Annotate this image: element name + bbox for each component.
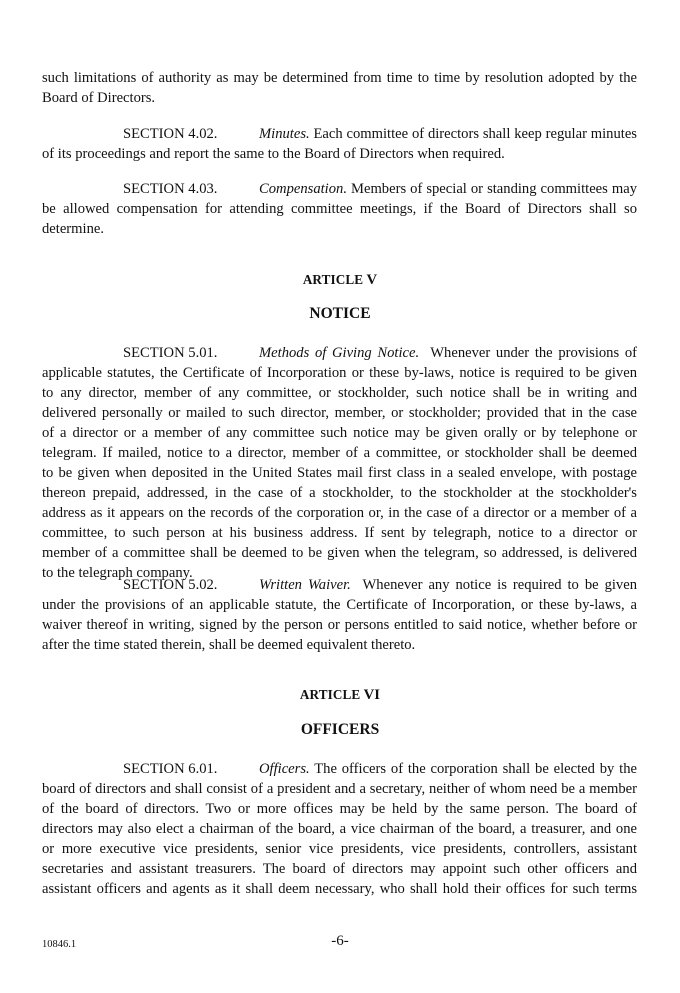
text-line: of its proceedings and report the same to the Board of Directors when required. bbox=[42, 146, 505, 162]
article-label: ARTICLE bbox=[299, 687, 361, 702]
section-text: Each committee of directors shall keep regular minutes bbox=[313, 126, 637, 142]
section-title: Officers. bbox=[259, 761, 310, 777]
text-line: such limitations of authority as may be determined from time to time by resolution adopted by the bbox=[42, 70, 637, 86]
text-line: address as it appears on the records of the corporation or, in the case of a director or a member of a bbox=[42, 505, 637, 521]
text-line: to the telegraph company. bbox=[42, 565, 193, 581]
text-line: applicable statutes, the Certificate of Incorporation or these by-laws, notice is required to be given bbox=[42, 365, 637, 381]
text-line: member of a committee shall be deemed to be given when the telegram, so addressed, is delivered bbox=[42, 545, 637, 561]
section-first-line bbox=[42, 179, 637, 199]
text-line: determine. bbox=[42, 221, 104, 237]
section-title: Compensation. bbox=[259, 181, 347, 197]
section-number: SECTION 6.01. bbox=[123, 761, 218, 777]
section-first-line bbox=[42, 343, 637, 363]
section-first-line bbox=[42, 124, 637, 144]
section-text: Members of special or standing committees may bbox=[351, 181, 637, 197]
text-line: Board of Directors. bbox=[42, 90, 156, 106]
document-id: 10846.1 bbox=[42, 939, 77, 950]
section-title: Methods of Giving Notice. bbox=[259, 345, 420, 361]
section-first-line bbox=[42, 575, 637, 595]
text-line: waiver thereof in writing, signed by the person or persons entitled to said notice, whether before or bbox=[42, 617, 637, 633]
section-text: The officers of the corporation shall be elected by the bbox=[314, 761, 638, 777]
section-number: SECTION 4.03. bbox=[123, 181, 218, 197]
text-line: or more executive vice presidents, senior vice presidents, vice presidents, controllers, assistant bbox=[42, 841, 637, 857]
text-line: delivered personally or mailed to such director, member, or stockholder; provided that in the case bbox=[42, 405, 637, 421]
section-text: Whenever any notice is required to be given bbox=[362, 577, 637, 593]
article-label: ARTICLE bbox=[302, 272, 364, 287]
section-number: SECTION 5.02. bbox=[123, 577, 218, 593]
text-line: of the board of directors. Two or more offices may be held by the same person. The board of bbox=[42, 801, 637, 817]
text-line: of a director or a member of any committee such notice may be given orally or by telephone or bbox=[42, 425, 637, 441]
text-line: be allowed compensation for attending committee meetings, if the Board of Directors shall so bbox=[42, 201, 637, 217]
text-line: committee, to such person at his business address. If sent by telegraph, notice to a director or bbox=[42, 525, 637, 541]
page-number: -6- bbox=[331, 933, 349, 949]
text-line: secretaries and assistant treasurers. The board of directors may appoint such other officers and bbox=[42, 861, 637, 877]
text-line: telegram. If mailed, notice to a director, member of a committee, or stockholder shall be deemed bbox=[42, 445, 637, 461]
article-vi-title: OFFICERS bbox=[300, 721, 380, 738]
text-line: to any director, member of any committee, or stockholder, such notice shall be in writing and bbox=[42, 385, 637, 401]
article-number: VI bbox=[363, 687, 381, 703]
section-text: Whenever under the provisions of bbox=[430, 345, 637, 361]
text-line: after the time stated therein, shall be deemed equivalent thereto. bbox=[42, 637, 416, 653]
text-line: under the provisions of an applicable statute, the Certificate of Incorporation, or these by-laws, a bbox=[42, 597, 637, 613]
section-title: Minutes. bbox=[259, 126, 310, 142]
section-number: SECTION 5.01. bbox=[123, 345, 218, 361]
article-vi-label bbox=[0, 687, 680, 704]
article-v-title: NOTICE bbox=[309, 305, 371, 322]
text-line: thereon prepaid, addressed, in the case of a stockholder, to the stockholder at the stockholder's bbox=[42, 485, 637, 501]
text-line: directors may also elect a chairman of the board, a vice chairman of the board, a treasurer, and one bbox=[42, 821, 637, 837]
text-line: board of directors and shall consist of a president and a secretary, neither of whom need be a member bbox=[42, 781, 637, 797]
text-line: assistant officers and agents as it shall deem necessary, who shall hold their offices for such terms bbox=[42, 881, 637, 897]
section-number: SECTION 4.02. bbox=[123, 126, 218, 142]
article-v-label bbox=[0, 272, 680, 289]
section-title: Written Waiver. bbox=[259, 577, 351, 593]
section-first-line bbox=[42, 759, 637, 779]
article-number: V bbox=[366, 272, 378, 288]
text-line: to be given when deposited in the United States mail first class in a sealed envelope, with postage bbox=[42, 465, 637, 481]
